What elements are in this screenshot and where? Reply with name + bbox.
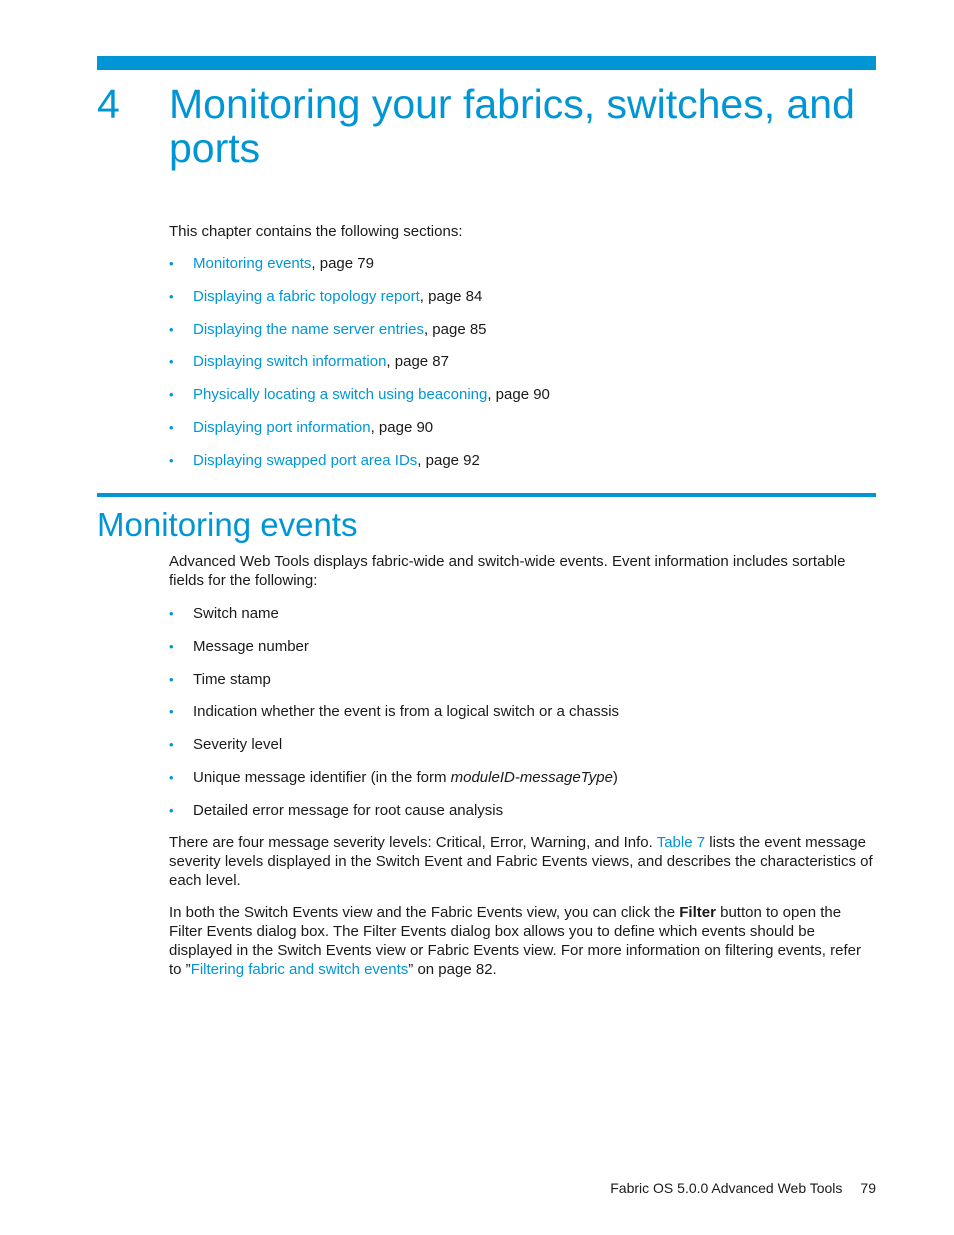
list-item — [169, 637, 619, 656]
page-footer — [610, 1179, 876, 1197]
list-item — [169, 768, 619, 787]
toc-link-monitoring-events[interactable]: Monitoring events — [193, 255, 312, 272]
bullet-icon: • — [169, 321, 174, 337]
toc-link-name-server[interactable]: Displaying the name server entries — [193, 320, 424, 338]
toc-page-ref: , page 87 — [386, 353, 449, 371]
section-list — [169, 254, 550, 484]
bullet-icon: • — [169, 606, 174, 621]
chapter-title: Monitoring your fabrics, switches, and ports — [169, 81, 855, 171]
field-italic: moduleID-messageType — [450, 768, 613, 786]
field-text: Indication whether the event is from a logical switch or a chassis — [193, 703, 620, 721]
toc-link-switch-information[interactable]: Displaying switch information — [193, 353, 387, 371]
bullet-icon: • — [169, 452, 174, 468]
list-item — [169, 670, 619, 689]
field-text: Unique message identifier (in the form — [193, 768, 451, 786]
filtering-events-link[interactable]: Filtering fabric and switch events — [190, 961, 409, 978]
field-text: Time stamp — [193, 670, 271, 688]
toc-page-ref: , page 92 — [417, 451, 480, 469]
toc-page-ref: , page 84 — [419, 287, 483, 305]
list-item — [169, 287, 550, 306]
field-text: ) — [612, 768, 618, 786]
list-item — [169, 254, 550, 273]
field-text: Switch name — [193, 605, 279, 622]
toc-link-fabric-topology[interactable]: Displaying a fabric topology report — [193, 287, 420, 305]
bullet-icon: • — [169, 769, 174, 785]
chapter-heading — [97, 82, 857, 170]
bullet-icon: • — [169, 354, 174, 370]
table-7-link[interactable]: Table 7 — [656, 834, 706, 851]
section-paragraph: Advanced Web Tools displays fabric-wide and switch-wide events. Event information includes sortable fields for the following: — [169, 553, 846, 589]
severity-paragraph — [169, 833, 874, 890]
bullet-icon: • — [169, 256, 174, 271]
list-item — [169, 604, 619, 623]
paragraph-text: There are four message severity levels: Critical, Error, Warning, and Info. — [169, 834, 657, 851]
footer-page-number: 79 — [860, 1180, 876, 1196]
paragraph-text: In both the Switch Events view and the Fabric Events view, you can click the — [169, 904, 680, 921]
toc-page-ref: , page 90 — [370, 418, 434, 436]
bullet-icon: • — [169, 387, 174, 403]
filter-bold-text: Filter — [679, 904, 716, 921]
filter-paragraph — [169, 903, 874, 979]
bullet-icon: • — [169, 802, 174, 818]
list-item — [169, 352, 550, 371]
paragraph-text: ” on page 82. — [408, 961, 497, 978]
list-item — [169, 418, 550, 437]
bullet-icon: • — [169, 419, 174, 435]
toc-link-beaconing[interactable]: Physically locating a switch using beaconing — [193, 386, 488, 404]
bullet-icon: • — [169, 671, 174, 687]
section-rule — [97, 493, 876, 497]
toc-link-port-information[interactable]: Displaying port information — [193, 418, 371, 436]
section-title: Monitoring events — [97, 506, 358, 543]
toc-page-ref: , page 85 — [423, 320, 487, 338]
bullet-icon: • — [169, 704, 174, 720]
paragraph-text: button to open the Filter Events dialog box. The Filter Events dialog box allows you to define which events should be displayed in the Switch Events view or Fabric Events view. For more information on filtering events, refer to ” — [169, 904, 861, 978]
toc-page-ref: , page 90 — [487, 386, 550, 404]
chapter-top-rule — [97, 56, 876, 70]
bullet-icon: • — [169, 288, 174, 304]
bullet-icon: • — [169, 737, 174, 753]
list-item — [169, 735, 619, 754]
list-item — [169, 801, 619, 820]
toc-page-ref: , page 79 — [311, 255, 374, 272]
field-text: Detailed error message for root cause analysis — [193, 801, 504, 819]
bullet-icon: • — [169, 638, 174, 654]
paragraph-text: lists the event message severity levels displayed in the Switch Event and Fabric Events views, and describes the characteristics of each level. — [169, 834, 873, 889]
list-item — [169, 451, 550, 470]
field-text: Severity level — [193, 736, 283, 754]
toc-link-swapped-port-area[interactable]: Displaying swapped port area IDs — [193, 451, 418, 469]
list-item — [169, 385, 550, 404]
event-fields-list — [169, 604, 619, 834]
footer-doc-title: Fabric OS 5.0.0 Advanced Web Tools — [610, 1180, 843, 1196]
chapter-number: 4 — [97, 81, 120, 127]
list-item — [169, 320, 550, 339]
chapter-intro: This chapter contains the following sections: — [169, 223, 463, 240]
list-item — [169, 702, 619, 721]
field-text: Message number — [193, 637, 309, 655]
